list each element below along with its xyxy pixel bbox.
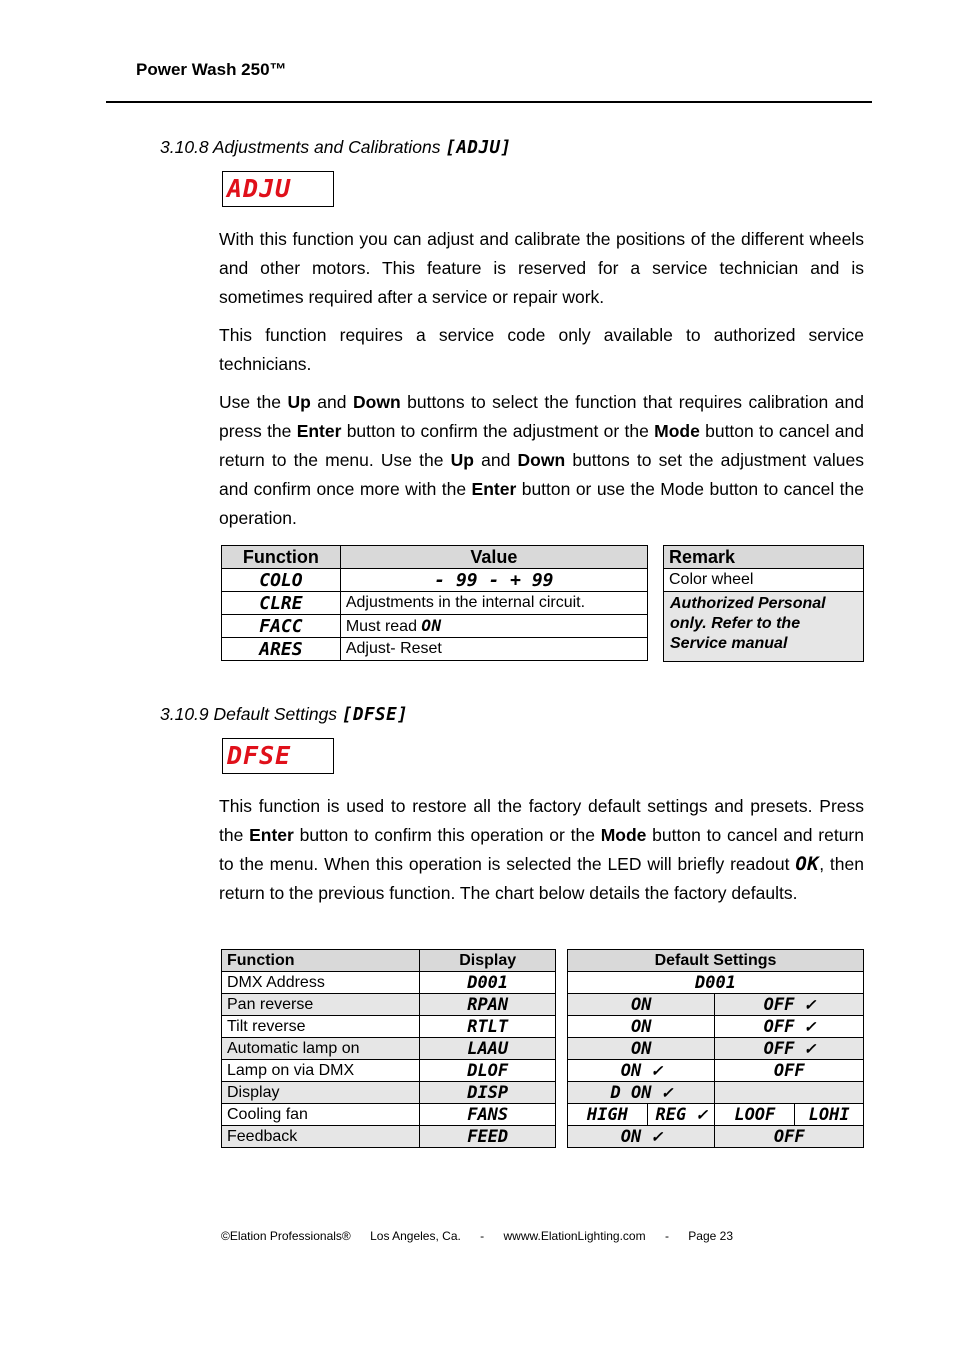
default-settings-table (567, 949, 864, 1148)
column-header-display: Display (420, 950, 556, 972)
function-name: Tilt reverse (222, 1016, 420, 1038)
table-row (222, 1038, 556, 1060)
default-fan-loof: LOOF (715, 1104, 795, 1126)
table-row (222, 1104, 556, 1126)
adjustments-table (221, 545, 648, 661)
value-text: Adjustments in the internal circuit. (340, 592, 647, 615)
table-row (568, 1060, 864, 1082)
function-code: CLRE (222, 592, 341, 615)
section-heading-adju (160, 137, 512, 158)
value-code: ON (421, 616, 442, 635)
table-row (222, 1082, 556, 1104)
table-row (568, 1104, 864, 1126)
function-name: Automatic lamp on (222, 1038, 420, 1060)
table-row (568, 1126, 864, 1148)
remark-authorized-note: Authorized Personal only. Refer to the Service manual (664, 592, 864, 662)
function-name: Display (222, 1082, 420, 1104)
defaults-function-table (221, 949, 556, 1148)
table-row (222, 592, 648, 615)
page-footer (0, 1229, 954, 1243)
default-lamp-auto-on: ON (568, 1038, 715, 1060)
default-fan-lohi: LOHI (795, 1104, 864, 1126)
default-lamp-auto-off: OFF ✓ (715, 1038, 864, 1060)
text: and (310, 392, 354, 412)
text: buttons to select the function that requires calibration and press the (219, 392, 864, 441)
value-label: Must read (345, 618, 422, 635)
paragraph-adju-3 (219, 388, 864, 533)
default-pan-off: OFF ✓ (715, 994, 864, 1016)
default-feedback-on: ON ✓ (568, 1126, 715, 1148)
default-tilt-on: ON (568, 1016, 715, 1038)
display-code: D001 (420, 972, 556, 994)
display-code: FEED (420, 1126, 556, 1148)
table-row (222, 638, 648, 661)
paragraph-dfse (219, 792, 864, 908)
table-row (568, 1016, 864, 1038)
footer-website: wwww.ElationLighting.com (503, 1229, 646, 1243)
table-row (222, 569, 648, 592)
default-fan-reg: REG ✓ (647, 1104, 715, 1126)
table-row (222, 1126, 556, 1148)
header-divider (106, 101, 872, 103)
text: Use the (219, 392, 288, 412)
table-row (222, 1060, 556, 1082)
page-header-title: Power Wash 250™ (136, 60, 287, 79)
bold-enter: Enter (296, 421, 342, 441)
default-lamp-dmx-on: ON ✓ (568, 1060, 715, 1082)
function-name: Pan reverse (222, 994, 420, 1016)
default-display-on: D ON ✓ (568, 1082, 715, 1104)
text: This function is used to restore all the factory default settings and presets. Press the (219, 796, 864, 845)
display-code: RPAN (420, 994, 556, 1016)
value-text (340, 615, 647, 638)
heading-text: 3.10.8 Adjustments and Calibrations (160, 137, 446, 157)
column-header-value: Value (340, 546, 647, 569)
default-fan-high: HIGH (568, 1104, 648, 1126)
table-row (568, 1038, 864, 1060)
paragraph-adju-1: With this function you can adjust and calibrate the positions of the different wheels and other motors. This feature is reserved for a service technician and is sometimes required after a service or repair work. (219, 229, 864, 307)
led-display-adju: ADJU (222, 171, 334, 207)
heading-text: 3.10.9 Default Settings (160, 704, 342, 724)
bold-mode: Mode (600, 825, 647, 845)
bold-down: Down (517, 450, 566, 470)
function-name: Cooling fan (222, 1104, 420, 1126)
column-header-function: Function (222, 950, 420, 972)
display-code: DLOF (420, 1060, 556, 1082)
default-pan-on: ON (568, 994, 715, 1016)
text: buttons to set the adjustment values and confirm once more with the (219, 450, 864, 499)
column-header-remark: Remark (664, 546, 864, 569)
function-name: Feedback (222, 1126, 420, 1148)
table-row (568, 1082, 864, 1104)
table-row (222, 615, 648, 638)
bold-enter: Enter (249, 825, 294, 845)
display-code: LAAU (420, 1038, 556, 1060)
function-name: Lamp on via DMX (222, 1060, 420, 1082)
table-row (222, 994, 556, 1016)
column-header-function: Function (222, 546, 341, 569)
paragraph-adju-2: This function requires a service code only available to authorized service technicians. (219, 325, 864, 374)
column-header-default-settings: Default Settings (568, 950, 864, 972)
bold-up: Up (450, 450, 474, 470)
display-code: DISP (420, 1082, 556, 1104)
table-row (568, 972, 864, 994)
text: button to cancel and return to the menu. When this operation is selected the LED will briefly readout (219, 825, 864, 874)
footer-company: ©Elation Professionals® (221, 1229, 351, 1243)
table-row (568, 994, 864, 1016)
heading-code: [ADJU] (445, 138, 512, 158)
value-range: - 99 - + 99 (340, 569, 647, 592)
text: and (474, 450, 518, 470)
default-tilt-off: OFF ✓ (715, 1016, 864, 1038)
footer-separator: - (480, 1229, 485, 1243)
remark-color-wheel: Color wheel (664, 569, 864, 592)
text: button to confirm this operation or the (293, 825, 601, 845)
bold-enter: Enter (471, 479, 517, 499)
bold-down: Down (353, 392, 401, 412)
bold-mode: Mode (654, 421, 700, 441)
default-display-empty (715, 1082, 864, 1104)
display-code: FANS (420, 1104, 556, 1126)
bold-up: Up (287, 392, 311, 412)
footer-page-number: Page 23 (688, 1229, 733, 1243)
value-text: Adjust- Reset (340, 638, 647, 661)
function-code: ARES (222, 638, 341, 661)
display-code: RTLT (420, 1016, 556, 1038)
led-code-ok: OK (795, 853, 820, 875)
function-code: COLO (222, 569, 341, 592)
footer-location: Los Angeles, Ca. (370, 1229, 461, 1243)
led-display-dfse: DFSE (222, 738, 334, 774)
footer-separator: - (664, 1229, 669, 1243)
text: button to confirm the adjustment or the (341, 421, 655, 441)
heading-code: [DFSE] (341, 705, 409, 725)
default-dmx-address: D001 (568, 972, 864, 994)
function-code: FACC (222, 615, 341, 638)
section-heading-dfse (160, 704, 408, 725)
default-lamp-dmx-off: OFF (715, 1060, 864, 1082)
remark-table (663, 545, 864, 662)
text: button or use the Mode button to cancel the operation. (219, 479, 864, 528)
text: , then return to the previous function. The chart below details the factory defaults. (219, 854, 864, 903)
table-row (222, 972, 556, 994)
text: button to cancel and return to the menu. Use the (219, 421, 864, 470)
default-feedback-off: OFF (715, 1126, 864, 1148)
table-row (222, 1016, 556, 1038)
function-name: DMX Address (222, 972, 420, 994)
